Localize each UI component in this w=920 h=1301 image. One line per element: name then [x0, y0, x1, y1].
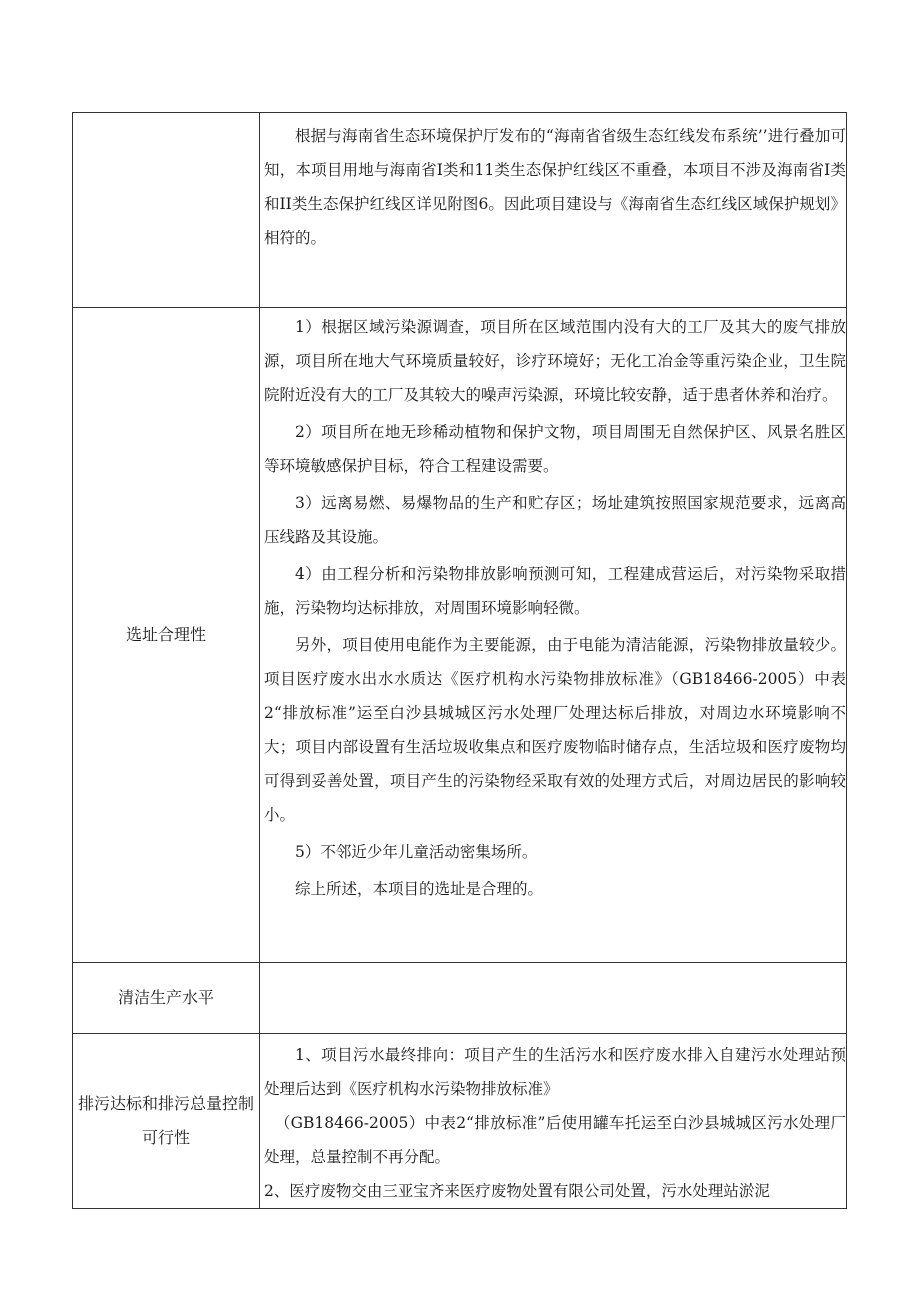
- row-content: [260, 113, 847, 308]
- paragraph: 5）不邻近少年儿童活动密集场所。: [295, 843, 538, 861]
- paragraph: 综上所述，本项目的选址是合理的。: [295, 880, 544, 898]
- row-label: [73, 113, 260, 308]
- assessment-table: [72, 112, 847, 1209]
- paragraph: （GB18466-2005）中表2“排放标准”后使用罐车托运至白沙县城城区污水处理厂处理，总量控制不再分配。: [264, 1114, 846, 1166]
- paragraph: 根据与海南省生态环境保护厅发布的“海南省省级生态红线发布系统’’进行叠加可知，本项目用地与海南省Ⅰ类和11类生态保护红线区不重叠，本项目不涉及海南省Ⅰ类和II类生态保护红线区详见附图6。因此项目建设与《海南省生态红线区域保护规划》相符的。: [264, 127, 846, 247]
- row-content-empty: [260, 963, 847, 1034]
- row-content: [260, 308, 847, 963]
- row-label-discharge-control: 排污达标和排污总量控制可行性: [73, 1034, 260, 1209]
- row-label-site-rationality: 选址合理性: [73, 308, 260, 963]
- paragraph: 2）项目所在地无珍稀动植物和保护文物，项目周围无自然保护区、风景名胜区等环境敏感保护目标，符合工程建设需要。: [264, 423, 846, 475]
- table-row: [73, 963, 847, 1034]
- row-content: [260, 1034, 847, 1209]
- paragraph: 1、项目污水最终排向：项目产生的生活污水和医疗废水排入自建污水处理站预处理后达到《医疗机构水污染物排放标准》: [264, 1046, 846, 1098]
- paragraph: 另外，项目使用电能作为主要能源，由于电能为清洁能源，污染物排放量较少。项目医疗废水出水水质达《医疗机构水污染物排放标准》（GB18466-2005）中表2“排放标准”运至白沙县城城区污水处理厂处理达标后排放，对周边水环境影响不大；项目内部设置有生活垃圾收集点和医疗废物临时储存点，生活垃圾和医疗废物均可得到妥善处置，项目产生的污染物经采取有效的处理方式后，对周边居民的影响较小。: [264, 636, 846, 824]
- paragraph: 1）根据区域污染源调查，项目所在区域范围内没有大的工厂及其大的废气排放源，项目所在地大气环境质量较好，诊疗环境好；无化工冶金等重污染企业，卫生院院附近没有大的工厂及其较大的噪声污染源，环境比较安静，适于患者休养和治疗。: [264, 318, 846, 404]
- table-row: [73, 113, 847, 308]
- paragraph: 4）由工程分析和污染物排放影响预测可知，工程建成营运后，对污染物采取措施，污染物均达标排放，对周围环境影响轻微。: [264, 565, 846, 617]
- paragraph: 3）远离易燃、易爆物品的生产和贮存区；场址建筑按照国家规范要求，远离高压线路及其设施。: [264, 494, 846, 546]
- paragraph: 2、医疗废物交由三亚宝齐来医疗废物处置有限公司处置，污水处理站淤泥: [264, 1182, 770, 1200]
- table-row: [73, 308, 847, 963]
- row-label-clean-production: 清洁生产水平: [73, 963, 260, 1034]
- table-row: [73, 1034, 847, 1209]
